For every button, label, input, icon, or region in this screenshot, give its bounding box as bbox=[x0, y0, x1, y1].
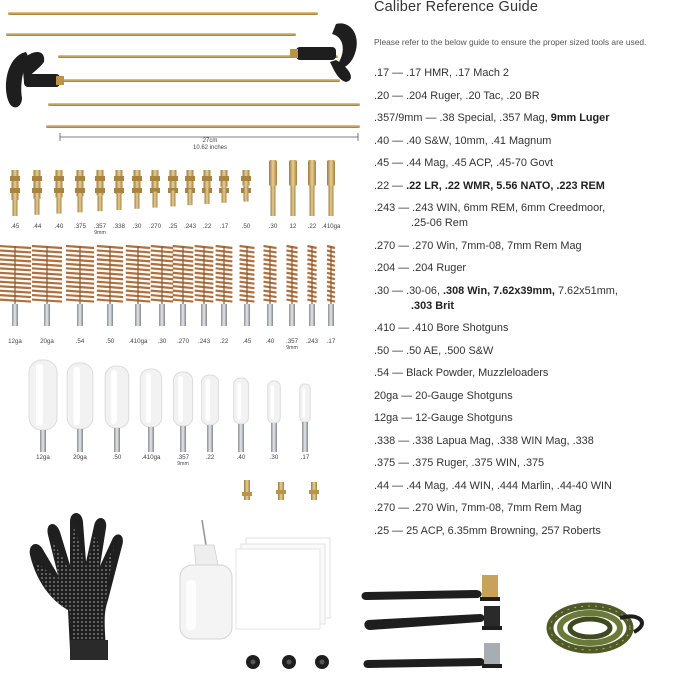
jag bbox=[327, 160, 335, 216]
bore-brush bbox=[66, 246, 94, 326]
caliber-row-text: .243 — .243 WIN, 6mm REM, 6mm Creedmoor, bbox=[374, 202, 606, 214]
caliber-row bbox=[374, 284, 618, 314]
caliber-tag-text: .22 bbox=[307, 223, 317, 230]
caliber-tag bbox=[4, 223, 26, 230]
caliber-row-text: .338 — .338 Lapua Mag, .338 WIN Mag, .338 bbox=[374, 434, 594, 447]
jag bbox=[114, 170, 124, 210]
jag bbox=[185, 170, 195, 205]
nylon-utility-brush bbox=[364, 606, 502, 630]
caliber-tag-text: .243 bbox=[183, 223, 197, 230]
bore-brush bbox=[151, 246, 174, 326]
bore-brush bbox=[216, 246, 233, 326]
caliber-tag-text: .410ga bbox=[321, 223, 341, 230]
caliber-row-text: .17 — .17 HMR, .17 Mach 2 bbox=[374, 67, 509, 79]
jag bbox=[54, 170, 64, 214]
jag bbox=[269, 160, 277, 216]
caliber-tag bbox=[69, 338, 91, 345]
caliber-tag bbox=[69, 454, 91, 461]
caliber-tag-text: .30 bbox=[157, 338, 167, 345]
caliber-row-text: 12ga — 12-Gauge Shotguns bbox=[374, 412, 513, 424]
utility-brushes bbox=[362, 575, 503, 668]
caliber-tag bbox=[4, 338, 26, 345]
jag bbox=[168, 170, 178, 206]
adapter-set bbox=[242, 480, 319, 500]
caliber-tag-text: .50 bbox=[105, 338, 115, 345]
jag bbox=[150, 170, 160, 208]
caliber-tag bbox=[262, 223, 284, 230]
jag bbox=[202, 170, 212, 204]
caliber-tag bbox=[199, 454, 221, 461]
caliber-tag-text: .375 bbox=[73, 223, 87, 230]
caliber-row-continuation bbox=[374, 299, 618, 314]
o-rings bbox=[246, 655, 329, 669]
caliber-tag bbox=[36, 338, 58, 345]
caliber-tag-text: .30 bbox=[269, 454, 279, 461]
rod-6 bbox=[46, 125, 360, 128]
caliber-tag bbox=[69, 223, 91, 230]
caliber-tag-text: 12ga bbox=[8, 338, 22, 345]
caliber-tag bbox=[236, 338, 258, 345]
caliber-tag-text: .357 bbox=[93, 223, 107, 230]
caliber-tag-text: .338 bbox=[112, 223, 126, 230]
caliber-row-text: 7.62x51mm, bbox=[554, 284, 618, 297]
caliber-row bbox=[374, 321, 508, 336]
guide-title: Caliber Reference Guide bbox=[374, 0, 539, 15]
bore-brush bbox=[195, 246, 214, 326]
jag bbox=[241, 170, 251, 202]
brush-row bbox=[0, 246, 335, 326]
caliber-row bbox=[374, 261, 466, 276]
rod-4 bbox=[40, 79, 340, 82]
caliber-row-text: .22 — bbox=[374, 179, 407, 192]
rod-2 bbox=[6, 33, 296, 36]
cotton-mop bbox=[234, 378, 249, 452]
mop-row bbox=[29, 360, 310, 452]
caliber-tag bbox=[259, 338, 281, 345]
caliber-row-text: 9mm Luger bbox=[550, 112, 610, 124]
caliber-row bbox=[374, 66, 509, 81]
caliber-row-text: .308 Win, 7.62x39mm, bbox=[443, 284, 555, 297]
caliber-tag-text: .30 bbox=[132, 223, 142, 230]
caliber-tag-text: .410ga bbox=[128, 338, 148, 345]
caliber-tag bbox=[151, 338, 173, 345]
caliber-row-text: .45 — .44 Mag, .45 ACP, .45-70 Govt bbox=[374, 157, 553, 169]
caliber-tag-subtext: 9mm bbox=[286, 345, 298, 351]
jag bbox=[32, 170, 42, 215]
caliber-row-continuation bbox=[374, 216, 605, 231]
caliber-row bbox=[374, 479, 612, 494]
jag bbox=[289, 160, 297, 216]
caliber-tag-text: 12ga bbox=[36, 454, 50, 461]
caliber-tag bbox=[106, 454, 128, 461]
steel-utility-brush bbox=[364, 643, 503, 668]
oil-bottle bbox=[180, 520, 232, 639]
caliber-row-text: 20ga — 20-Gauge Shotguns bbox=[374, 389, 513, 402]
caliber-row-text: .50 — .50 AE, .500 S&W bbox=[374, 344, 494, 357]
caliber-tag bbox=[193, 338, 215, 345]
cleaning-rods bbox=[6, 12, 360, 141]
bore-brush bbox=[240, 246, 255, 326]
cotton-mop bbox=[140, 369, 161, 452]
caliber-row bbox=[374, 411, 513, 426]
cotton-mop bbox=[268, 381, 281, 452]
caliber-row-text: .54 — Black Powder, Muzzleloaders bbox=[374, 367, 549, 379]
caliber-row-text: .270 — .270 Win, 7mm-08, 7mm Rem Mag bbox=[374, 239, 582, 252]
caliber-row bbox=[374, 524, 601, 539]
caliber-tag-text: .410ga bbox=[141, 454, 161, 461]
cleaning-patches bbox=[236, 538, 330, 629]
caliber-row bbox=[374, 111, 609, 126]
caliber-tag bbox=[213, 338, 235, 345]
jag bbox=[132, 170, 142, 209]
t-handle-right bbox=[290, 23, 357, 82]
caliber-tag-text: 12 bbox=[289, 223, 297, 230]
caliber-row bbox=[374, 156, 553, 171]
guide-intro: Please refer to the below guide to ensure the proper sized tools are used. bbox=[374, 37, 647, 47]
caliber-tag-text: .30 bbox=[268, 223, 278, 230]
caliber-tag bbox=[294, 454, 316, 461]
caliber-row bbox=[374, 366, 548, 381]
caliber-tag-text: .40 bbox=[265, 338, 275, 345]
caliber-row bbox=[374, 89, 540, 104]
rod-5 bbox=[48, 103, 360, 106]
caliber-tag bbox=[230, 454, 252, 461]
caliber-tag bbox=[99, 338, 121, 345]
caliber-row-text: .25 — 25 ACP, 6.35mm Browning, 257 Roberts bbox=[374, 524, 601, 537]
caliber-tag-text: .270 bbox=[176, 338, 190, 345]
caliber-tag bbox=[320, 223, 342, 230]
caliber-tag-text: .50 bbox=[112, 454, 122, 461]
caliber-tag-text: .44 bbox=[32, 223, 42, 230]
caliber-row-text: .30 — .30-06, bbox=[374, 284, 444, 297]
caliber-row-text: .44 — .44 Mag, .44 WIN, .444 Marlin, .44-40 WIN bbox=[374, 479, 612, 492]
caliber-row-text: .20 — .204 Ruger, .20 Tac, .20 BR bbox=[374, 89, 540, 102]
caliber-row bbox=[374, 501, 582, 516]
caliber-tag bbox=[320, 338, 342, 345]
caliber-row-text: .40 — .40 S&W, 10mm, .41 Magnum bbox=[374, 134, 552, 147]
jag bbox=[95, 170, 105, 211]
rod-1 bbox=[8, 12, 318, 15]
caliber-row-text: .375 — .375 Ruger, .375 WIN, .375 bbox=[374, 457, 545, 469]
caliber-row bbox=[374, 434, 594, 449]
caliber-row-text: .410 — .410 Bore Shotguns bbox=[374, 322, 509, 334]
jag-row bbox=[10, 160, 335, 216]
jag bbox=[308, 160, 316, 216]
t-handle-left bbox=[6, 52, 64, 107]
bore-brush bbox=[264, 246, 277, 326]
bore-brush bbox=[32, 246, 62, 326]
caliber-tag-text: 20ga bbox=[40, 338, 54, 345]
cotton-mop bbox=[105, 366, 129, 452]
caliber-tag bbox=[235, 223, 257, 230]
caliber-tag bbox=[48, 223, 70, 230]
caliber-tag-subtext: 9mm bbox=[177, 461, 189, 467]
bore-brush bbox=[307, 246, 316, 326]
caliber-tag-text: .22 bbox=[202, 223, 212, 230]
caliber-tag bbox=[26, 223, 48, 230]
caliber-tag bbox=[140, 454, 162, 461]
glove bbox=[30, 513, 123, 660]
bore-brush bbox=[173, 246, 194, 326]
caliber-tag-text: .270 bbox=[148, 223, 162, 230]
caliber-row bbox=[374, 344, 493, 359]
caliber-tag-text: .243 bbox=[305, 338, 319, 345]
caliber-row bbox=[374, 179, 605, 194]
caliber-tag-text: .17 bbox=[219, 223, 229, 230]
caliber-tag-text: .50 bbox=[241, 223, 251, 230]
caliber-tag bbox=[281, 338, 303, 351]
caliber-row-text: .270 — .270 Win, 7mm-08, 7mm Rem Mag bbox=[374, 502, 582, 514]
caliber-tag bbox=[213, 223, 235, 230]
caliber-tag-subtext: 9mm bbox=[94, 230, 106, 236]
caliber-tag bbox=[32, 454, 54, 461]
caliber-row-text: .25-06 Rem bbox=[411, 217, 468, 229]
jag bbox=[10, 170, 20, 216]
bore-brush bbox=[327, 246, 335, 326]
caliber-tag-text: .357 bbox=[285, 338, 299, 345]
caliber-tag-text: .357 bbox=[176, 454, 190, 461]
caliber-tag-text: .54 bbox=[75, 338, 85, 345]
cotton-mop bbox=[29, 360, 57, 452]
caliber-row bbox=[374, 456, 544, 471]
bore-brush bbox=[97, 246, 123, 326]
caliber-row bbox=[374, 201, 605, 231]
caliber-tag-text: .17 bbox=[326, 338, 336, 345]
caliber-row-text: .303 Brit bbox=[411, 299, 454, 312]
bore-brush bbox=[126, 246, 150, 326]
caliber-tag-text: .22 bbox=[219, 338, 229, 345]
bore-brush bbox=[0, 246, 31, 326]
caliber-tag-text: .40 bbox=[236, 454, 246, 461]
caliber-tag bbox=[127, 338, 149, 345]
caliber-tag-text: .45 bbox=[10, 223, 20, 230]
caliber-row-text: .22 LR, .22 WMR, 5.56 NATO, .223 REM bbox=[406, 179, 605, 192]
caliber-row bbox=[374, 134, 551, 149]
caliber-tag-text: 20ga bbox=[73, 454, 87, 461]
caliber-tag-text: .40 bbox=[54, 223, 64, 230]
rod-dimension-label: 27cm 10.62 inches bbox=[192, 138, 228, 151]
caliber-tag-text: .45 bbox=[242, 338, 252, 345]
caliber-row bbox=[374, 239, 582, 254]
caliber-tag-text: .25 bbox=[168, 223, 178, 230]
caliber-tag bbox=[263, 454, 285, 461]
caliber-row-text: .357/9mm — .38 Special, .357 Mag, bbox=[374, 112, 551, 124]
caliber-tag bbox=[172, 454, 194, 467]
cotton-mop bbox=[202, 375, 219, 452]
cotton-mop bbox=[67, 363, 93, 452]
bore-snake bbox=[550, 606, 642, 650]
jag bbox=[219, 170, 229, 203]
cotton-mop bbox=[173, 372, 192, 452]
caliber-tag-text: .243 bbox=[197, 338, 211, 345]
bore-brush bbox=[286, 246, 297, 326]
caliber-tag-text: .22 bbox=[205, 454, 215, 461]
jag bbox=[75, 170, 85, 212]
caliber-row bbox=[374, 389, 513, 404]
caliber-tag bbox=[172, 338, 194, 345]
cotton-mop bbox=[300, 384, 310, 452]
caliber-row-text: .204 — .204 Ruger bbox=[374, 262, 467, 274]
caliber-tag-text: .17 bbox=[300, 454, 310, 461]
brass-utility-brush bbox=[362, 575, 501, 601]
